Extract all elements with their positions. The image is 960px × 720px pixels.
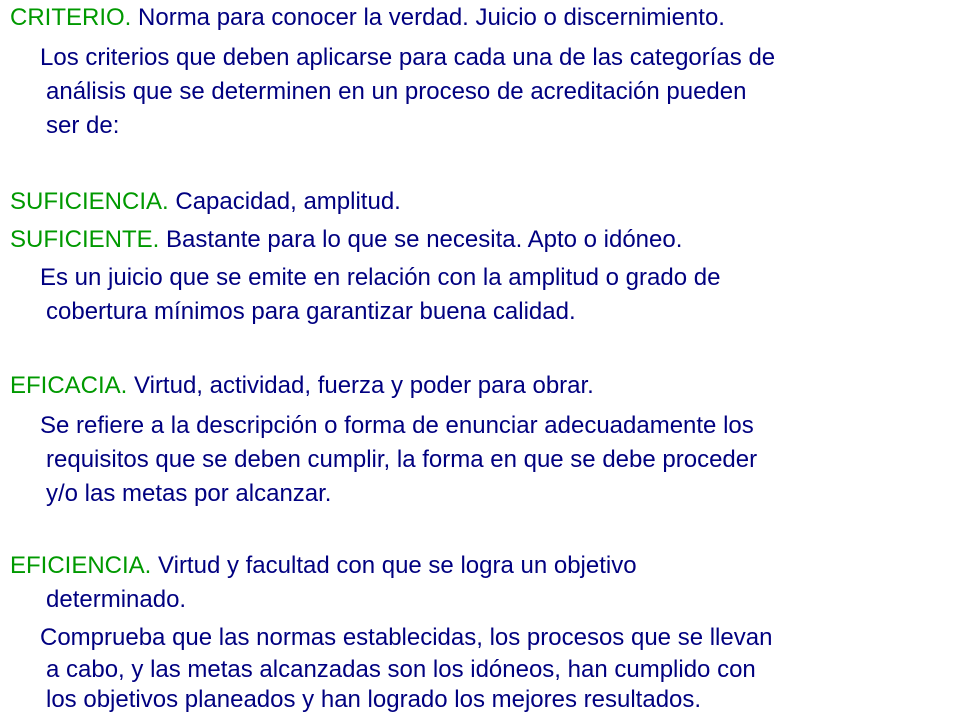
suficiencia-definition: Capacidad, amplitud. <box>175 188 401 215</box>
suficiente-heading <box>10 226 682 254</box>
suficiente-body-line-2: cobertura mínimos para garantizar buena calidad. <box>46 298 576 325</box>
criterio-body-line-1: Los criterios que deben aplicarse para cada una de las categorías de <box>40 44 776 71</box>
eficacia-body-line-1: Se refiere a la descripción o forma de enunciar adecuadamente los <box>40 412 754 439</box>
eficacia-definition: Virtud, actividad, fuerza y poder para obrar. <box>134 372 594 399</box>
eficiencia-body-line-1: Comprueba que las normas establecidas, los procesos que se llevan <box>40 624 773 651</box>
suficiente-definition: Bastante para lo que se necesita. Apto o idóneo. <box>166 226 683 253</box>
criterio-term: CRITERIO. <box>10 4 132 31</box>
criterio-body-line-3: ser de: <box>46 112 120 139</box>
eficiencia-definition-line-2: determinado. <box>46 586 187 613</box>
suficiente-term: SUFICIENTE. <box>10 226 160 253</box>
criterio-heading <box>10 4 725 32</box>
eficiencia-body-line-2: a cabo, y las metas alcanzadas son los idóneos, han cumplido con <box>46 656 756 683</box>
eficacia-body-line-2: requisitos que se deben cumplir, la forma en que se debe proceder <box>46 446 758 473</box>
eficiencia-definition-line-1: Virtud y facultad con que se logra un objetivo <box>158 552 637 579</box>
eficacia-body-line-3: y/o las metas por alcanzar. <box>46 480 332 507</box>
eficiencia-heading <box>10 552 637 580</box>
criterio-body-line-2: análisis que se determinen en un proceso de acreditación pueden <box>46 78 747 105</box>
suficiencia-heading <box>10 188 401 216</box>
eficiencia-term: EFICIENCIA. <box>10 552 152 579</box>
suficiencia-term: SUFICIENCIA. <box>10 188 169 215</box>
eficacia-heading <box>10 372 594 400</box>
eficacia-term: EFICACIA. <box>10 372 128 399</box>
suficiente-body-line-1: Es un juicio que se emite en relación con la amplitud o grado de <box>40 264 721 291</box>
criterio-definition: Norma para conocer la verdad. Juicio o discernimiento. <box>138 4 725 31</box>
eficiencia-body-line-3: los objetivos planeados y han logrado los mejores resultados. <box>46 686 702 713</box>
